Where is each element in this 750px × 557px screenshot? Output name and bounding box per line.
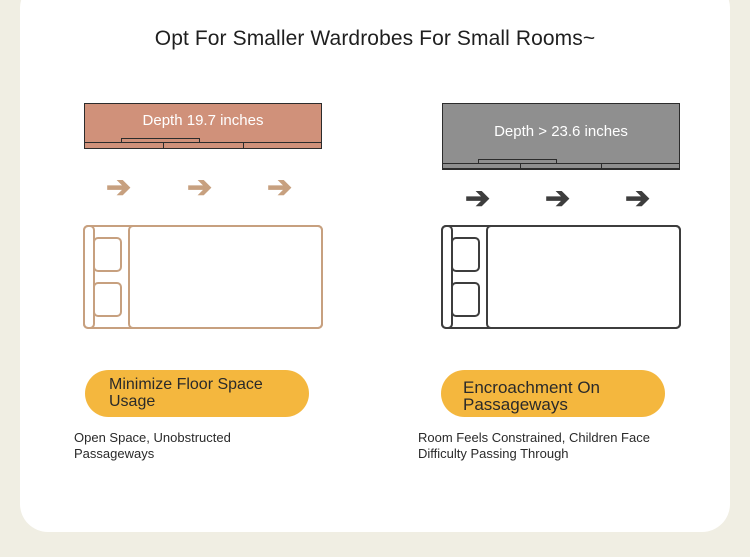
left-benefit-pill: [85, 370, 309, 417]
right-wardrobe-foot: [601, 163, 680, 169]
left-bed-mattress: [128, 225, 323, 329]
right-arrow-icon: ➔: [545, 182, 571, 215]
right-description: Room Feels Constrained, Children Face Difficulty Passing Through: [418, 430, 650, 461]
right-arrow-icon: ➔: [625, 182, 651, 215]
right-arrow-icon: ➔: [267, 171, 293, 204]
right-arrow-icon: ➔: [465, 182, 491, 215]
left-benefit-text: Minimize Floor Space Usage: [109, 376, 263, 410]
left-pillow-top: [93, 237, 122, 272]
right-pillow-top: [451, 237, 480, 272]
right-depth-label: Depth > 23.6 inches: [494, 123, 628, 140]
right-drawback-text: Encroachment On Passageways: [463, 378, 601, 414]
left-wardrobe-foot: [243, 142, 322, 148]
left-description: Open Space, Unobstructed Passageways: [74, 430, 231, 461]
right-wardrobe-divider: [520, 163, 521, 169]
page-title: Opt For Smaller Wardrobes For Small Rooms~: [154, 27, 596, 50]
right-bed-mattress: [486, 225, 681, 329]
left-depth-label: Depth 19.7 inches: [142, 112, 264, 129]
right-drawback-pill: [441, 370, 665, 417]
left-wardrobe-divider: [163, 142, 164, 148]
left-wardrobe-drawer: [121, 138, 200, 143]
right-arrow-icon: ➔: [106, 171, 132, 204]
right-pillow-bottom: [451, 282, 480, 317]
right-wardrobe-drawer: [478, 159, 557, 164]
left-pillow-bottom: [93, 282, 122, 317]
right-arrow-icon: ➔: [187, 171, 213, 204]
